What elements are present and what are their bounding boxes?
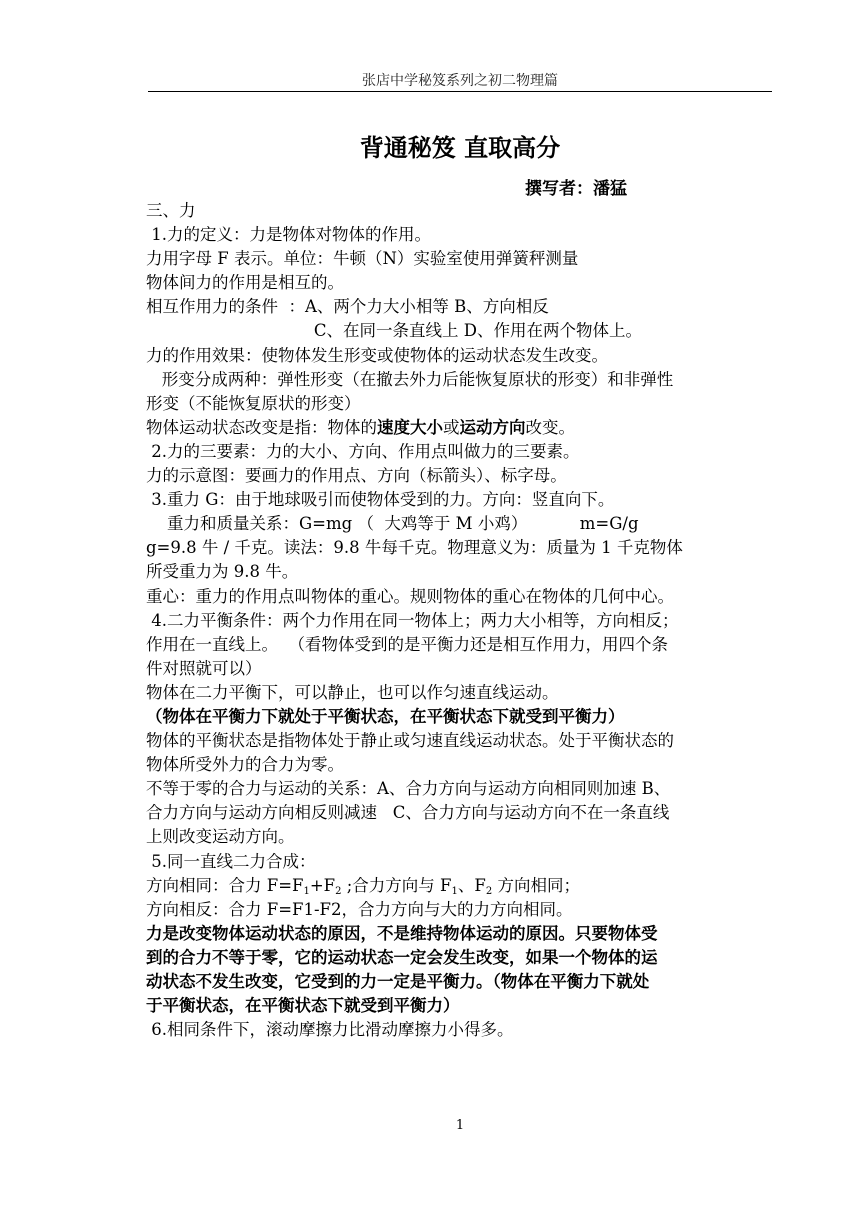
text-line: 重力和质量关系：G=mg （ 大鸡等于 M 小鸡） m=G/g [146,514,639,534]
text-line [146,416,776,440]
header-divider [148,91,772,92]
text-line: 2.力的三要素：力的大小、方向、作用点叫做力的三要素。 [146,441,580,461]
text-line: 件对照就可以） [146,658,262,678]
bold-term-direction: 运动方向 [459,417,526,437]
page-header: 张店中学秘笈系列之初二物理篇 [362,73,558,89]
text-line: 力的示意图：要画力的作用点、方向（标箭头）、标字母。 [146,466,567,486]
document-body [146,199,776,1042]
section-heading: 三、力 [146,201,196,220]
text-line: 6.相同条件下，滚动摩擦力比滑动摩擦力小得多。 [146,1020,514,1040]
bold-paragraph-line: 动状态不发生改变，它受到的力一定是平衡力。（物体在平衡力下就处 [146,972,650,991]
text-line: 力的作用效果：使物体发生形变或使物体的运动状态发生改变。 [146,345,608,365]
text-line: 方向相反：合力 F=F1-F2，合力方向与大的力方向相同。 [146,899,573,919]
text-line: 相互作用力的条件 ：A、两个力大小相等 B、方向相反 [146,297,549,317]
text-line: 形变（不能恢复原状的形变） [146,393,361,413]
text-span: 改变。 [525,417,575,437]
bold-paragraph-line: 到的合力不等于零，它的运动状态一定会发生改变，如果一个物体的运 [146,947,658,967]
text-line: 4.二力平衡条件：两个力作用在同一物体上；两力大小相等，方向相反； [146,610,679,630]
page-number: 1 [455,1118,465,1133]
text-line: 物体的平衡状态是指物体处于静止或匀速直线运动状态。处于平衡状态的 [146,731,674,751]
text-line: 物体在二力平衡下，可以静止，也可以作匀速直线运动。 [146,682,559,702]
text-line: C、在同一条直线上 D、作用在两个物体上。 [146,321,642,341]
text-line: g=9.8 牛 / 千克。读法：9.8 牛每千克。物理意义为：质量为 1 千克物体 [146,538,683,558]
text-line: 3.重力 G：由于地球吸引而使物体受到的力。方向：竖直向下。 [146,490,615,510]
text-line: 物体间力的作用是相互的。 [146,273,344,293]
author-line: 撰写者：潘猛 [525,179,627,199]
text-line: 上则改变运动方向。 [146,827,295,847]
text-line: 合力方向与运动方向相反则减速 C、合力方向与运动方向不在一条直线 [146,803,670,823]
text-line: 不等于零的合力与运动的关系：A、合力方向与运动方向相同则加速 B、 [146,779,671,799]
text-span: 物体运动状态改变是指：物体的 [146,417,377,437]
bold-paragraph-line: 于平衡状态，在平衡状态下就受到平衡力） [146,996,460,1016]
text-line: 1.力的定义：力是物体对物体的作用。 [146,225,431,245]
text-line [146,874,776,898]
text-span: +F [309,875,336,895]
subscript: 2 [335,885,342,897]
text-line: 所受重力为 9.8 牛。 [146,562,299,582]
text-span: 或 [443,417,460,437]
text-line: 力用字母 F 表示。单位：牛顿（N）实验室使用弹簧秤测量 [146,249,579,269]
subscript: 1 [451,885,458,897]
subscript: 2 [485,885,493,897]
document-title: 背通秘笈 直取高分 [359,134,561,162]
text-span: 方向相同； [492,875,580,895]
bold-paragraph-line: 力是改变物体运动状态的原因，不是维持物体运动的原因。只要物体受 [146,923,658,943]
bold-note: （物体在平衡力下就处于平衡状态，在平衡状态下就受到平衡力） [146,706,625,726]
text-span: ;合力方向与 F [341,875,452,895]
text-span: 、F [457,875,486,895]
text-line: 物体所受外力的合力为零。 [146,755,344,775]
text-line: 形变分成两种：弹性形变（在撤去外力后能恢复原状的形变）和非弹性 [146,369,674,389]
text-line: 5.同一直线二力合成： [146,851,316,871]
text-span: 方向相同：合力 F=F [146,875,304,895]
subscript: 1 [303,885,310,897]
text-line: 重心：重力的作用点叫物体的重心。规则物体的重心在物体的几何中心。 [146,586,674,606]
text-line: 作用在一直线上。 （看物体受到的是平衡力还是相互作用力，用四个条 [146,634,668,654]
bold-term-speed: 速度大小 [377,417,443,437]
